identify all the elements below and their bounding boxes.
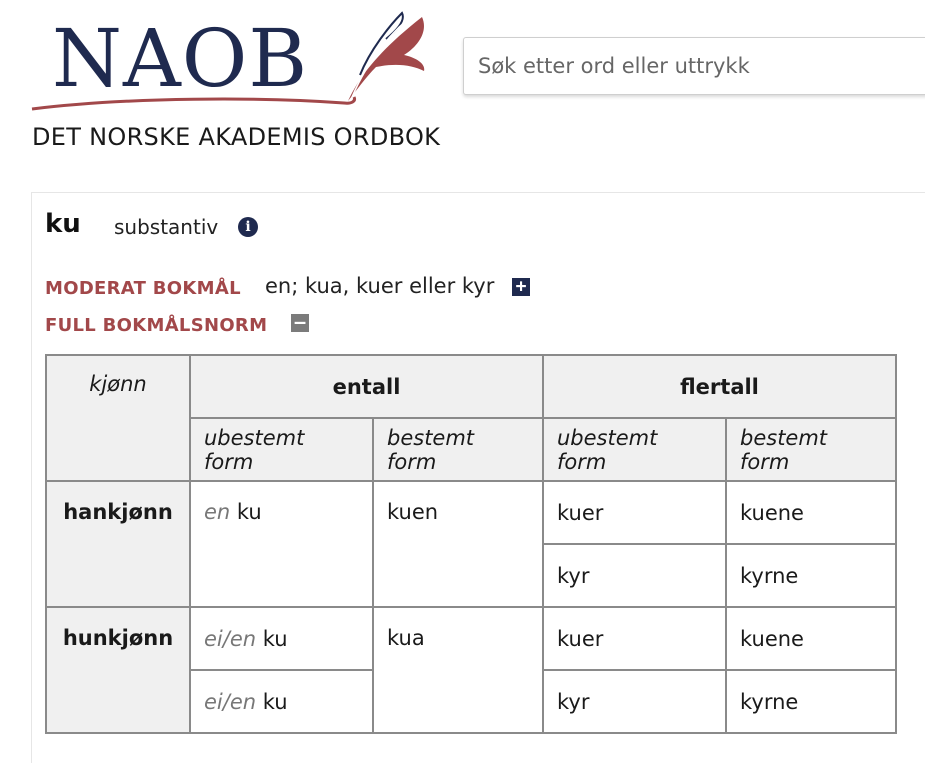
cell-fem-pl-indef-1: kuer	[543, 607, 726, 670]
cell-fem-pl-def-2: kyrne	[726, 670, 896, 733]
word-form: ku	[262, 689, 288, 714]
article-word: ei/en	[204, 626, 257, 651]
norm-label-full[interactable]: FULL BOKMÅLSNORM	[45, 315, 268, 336]
cell-fem-sg-indef-1	[190, 607, 373, 670]
header-sg-indefinite: ubestemt form	[190, 418, 373, 481]
header-gender: kjønn	[46, 355, 190, 481]
word-form: ku	[236, 500, 262, 524]
article-word: ei/en	[204, 689, 257, 714]
search-input[interactable]	[463, 37, 925, 95]
article-word: en	[204, 500, 231, 524]
header-pl-definite: bestemt form	[726, 418, 896, 481]
cell-masc-sg-indef	[190, 481, 373, 607]
row-label-masculine: hankjønn	[46, 481, 190, 607]
row-label-feminine: hunkjønn	[46, 607, 190, 733]
header-pl-indefinite: ubestemt form	[543, 418, 726, 481]
plus-icon[interactable]: +	[512, 278, 530, 296]
part-of-speech: substantiv	[114, 215, 219, 239]
minus-icon[interactable]: –	[291, 314, 309, 332]
cell-fem-pl-def-1: kuene	[726, 607, 896, 670]
header-plural: flertall	[543, 355, 896, 418]
inflection-table	[45, 354, 897, 734]
cell-masc-pl-indef-2: kyr	[543, 544, 726, 607]
cell-masc-pl-def-2: kyrne	[726, 544, 896, 607]
cell-fem-sg-def: kua	[373, 607, 543, 733]
info-icon[interactable]: i	[238, 217, 258, 237]
cell-masc-sg-def: kuen	[373, 481, 543, 607]
word-form: ku	[262, 626, 288, 651]
logo-subtitle: DET NORSKE AKADEMIS ORDBOK	[32, 123, 441, 151]
header-sg-definite: bestemt form	[373, 418, 543, 481]
headword: ku	[45, 209, 81, 239]
norm-label-moderat[interactable]: MODERAT BOKMÅL	[45, 278, 241, 299]
norm-summary: en; kua, kuer eller kyr	[265, 274, 495, 298]
cell-masc-pl-def-1: kuene	[726, 481, 896, 544]
cell-masc-pl-indef-1: kuer	[543, 481, 726, 544]
naob-logo[interactable]	[30, 5, 450, 155]
dictionary-entry	[31, 192, 925, 763]
cell-fem-sg-indef-2	[190, 670, 373, 733]
cell-fem-pl-indef-2: kyr	[543, 670, 726, 733]
header-singular: entall	[190, 355, 543, 418]
logo-wordmark: NAOB	[52, 12, 309, 105]
